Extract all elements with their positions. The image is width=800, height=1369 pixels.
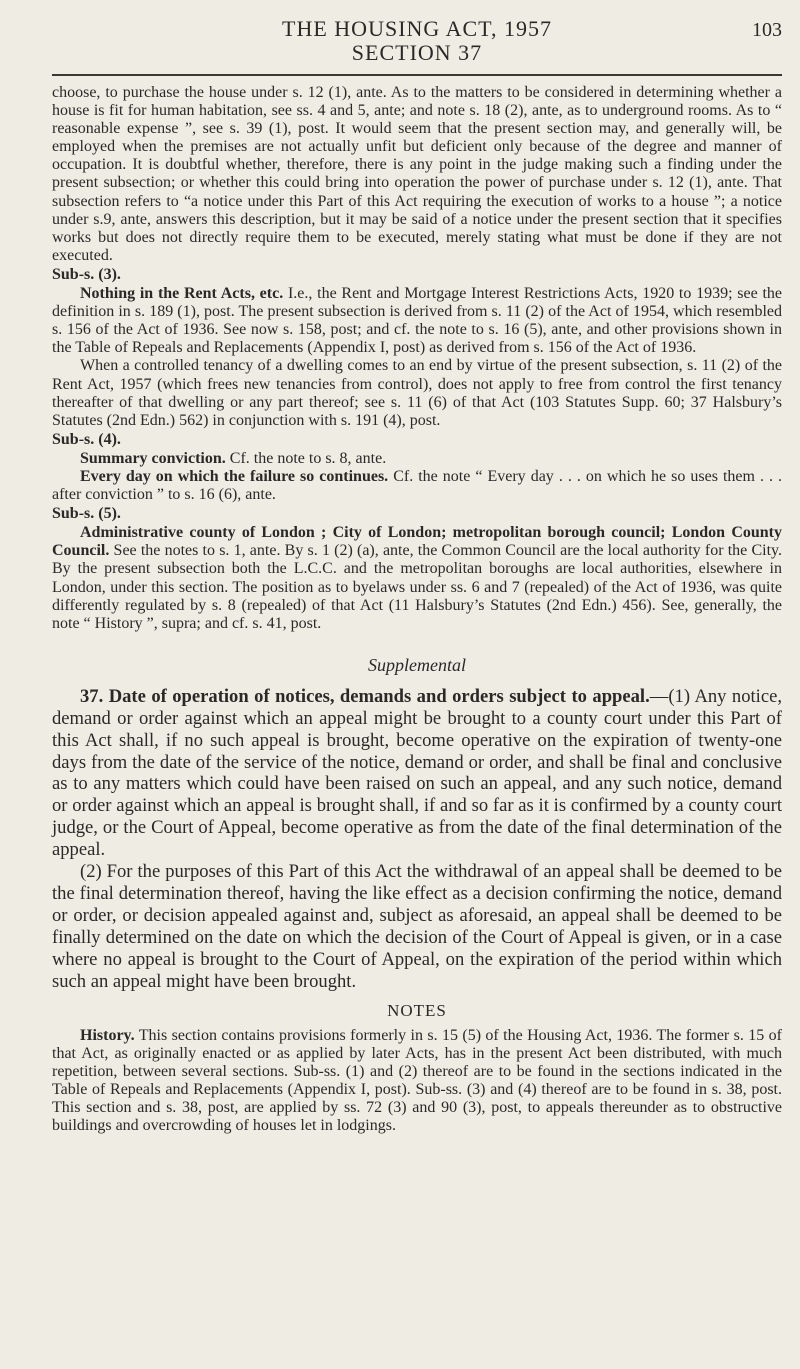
note-lead: Nothing in the Rent Acts, etc. bbox=[80, 285, 284, 303]
note-paragraph bbox=[52, 285, 782, 357]
note-text: I.e., the Rent and Mortgage Interest Restrictions Acts, 1920 to 1939; see the definition in s. 189 (1), post. The present subsection is derived from s. 11 (2) of the Act of 1954, which resembled s. 156 of the Act of 1936. See now s. 158, post; and cf. the note to s. 16 (5), ante, and other provisions shown in the Table of Repeals and Replacements (Appendix I, post) as derived from s. 156 of the Act of 1936. bbox=[52, 285, 782, 357]
note-paragraph bbox=[52, 450, 782, 468]
note-lead: Every day on which the failure so continues. bbox=[80, 467, 389, 485]
subsection-heading-5: Sub-s. (5). bbox=[52, 505, 121, 523]
note-paragraph bbox=[52, 524, 782, 633]
section-label: SECTION 37 bbox=[351, 40, 483, 65]
history-note bbox=[52, 1027, 782, 1136]
note-text: Cf. the note “ Every day . . . on which he so uses them . . . after conviction ” to s. 16 (6), ante. bbox=[52, 467, 782, 504]
note-lead: History. bbox=[80, 1026, 135, 1044]
subsection-heading-3: Sub-s. (3). bbox=[52, 265, 121, 283]
section-subsection-1 bbox=[52, 686, 782, 861]
note-paragraph: When a controlled tenancy of a dwelling comes to an end by virtue of the present subsection, s. 11 (2) of the Rent Act, 1957 (which frees new tenancies from control), does not apply to free from control the first tenancy thereafter of that dwelling or any part thereof; see s. 11 (6) of that Act (103 Statutes Supp. 60; 37 Halsbury’s Statutes (2nd Edn.) 562) in conjunction with s. 191 (4), post. bbox=[52, 357, 782, 429]
subsection-heading-4: Sub-s. (4). bbox=[52, 430, 121, 448]
note-text: Cf. the note to s. 8, ante. bbox=[225, 449, 387, 467]
note-paragraph: choose, to purchase the house under s. 12 (1), ante. As to the matters to be considered in determining whether a house is fit for human habitation, see ss. 4 and 5, ante; and note s. 18 (2), ante, as to underground rooms. As to “ reasonable expense ”, see s. 39 (1), post. It would seem that the present section may, and generally will, be employed when the premises are not actually unfit but deficient only because of the degree and manner of occupation. It is doubtful whether, therefore, there is any point in the judge making such a finding under the present subsection; or whether this could bring into operation the power of purchase under s. 12 (1), ante. That subsection refers to “a notice under this Part of this Act requiring the execution of works to a house ”; a notice under s.9, ante, answers this description, but it may be said of a notice under the present section that it specifies works but does not directly require them to be executed, merely stating what must be done if they are not executed. bbox=[52, 84, 782, 264]
page-number: 103 bbox=[752, 19, 782, 41]
notes-heading: NOTES bbox=[387, 1000, 447, 1020]
running-header bbox=[52, 0, 782, 64]
section-heading: 37. Date of operation of notices, demands and orders subject to appeal. bbox=[80, 685, 650, 707]
note-lead: Summary conviction. bbox=[80, 449, 226, 467]
notes-continued bbox=[52, 84, 782, 633]
section-text: —(1) Any notice, demand or order against which an appeal might be brought to a county court under this Part of this Act shall, if no such appeal is brought, become operative on the expiration of twenty-one days from the date of the service of the notice, demand or order, and shall be final and conclusive as to any matters which could have been raised on such an appeal, and any such notice, demand or order against which an appeal is brought shall, if and so far as it is confirmed by a county court judge, or the Court of Appeal, become operative as from the date of the final determination of the appeal. bbox=[52, 685, 783, 861]
note-text: See the notes to s. 1, ante. By s. 1 (2) (a), ante, the Common Council are the local authority for the City. By the present subsection both the L.C.C. and the metropolitan boroughs are local authorities, elsewhere in London, under this section. The position as to byelaws under ss. 6 and 7 (repealed) of the Act of 1936, was quite differently regulated by s. 8 (repealed) of that Act (11 Halsbury’s Statutes (2nd Edn.) 456). See, generally, the note “ History ”, supra; and cf. s. 41, post. bbox=[52, 542, 782, 632]
note-paragraph bbox=[52, 1027, 782, 1136]
note-text: This section contains provisions formerly in s. 15 (5) of the Housing Act, 1936. The former s. 15 of that Act, as originally enacted or as applied by later Acts, has in the present Act been distributed, with much repetition, between several sections. Sub-ss. (1) and (2) thereof are to be found in the sections indicated in the Table of Repeals and Replacements (Appendix I, post). Sub-ss. (3) and (4) thereof are to be found in s. 38, post. This section and s. 38, post, are applied by ss. 72 (3) and 90 (3), post, to appeals thereunder as to obstructive buildings and overcrowding of houses let in lodgings. bbox=[52, 1026, 782, 1134]
section-37 bbox=[52, 686, 782, 993]
section-subsection-2: (2) For the purposes of this Part of this Act the withdrawal of an appeal shall be deemed to be the final determination thereof, having the like effect as a decision confirming the notice, demand or order, or decision appealed against and, subject as aforesaid, an appeal shall be deemed to be finally determined on the date on which the decision of the Court of Appeal is given, or in a case where no appeal is brought to the Court of Appeal, on the expiration of the period within which such an appeal might have been brought. bbox=[52, 861, 782, 992]
note-paragraph bbox=[52, 468, 782, 504]
running-title: THE HOUSING ACT, 1957 bbox=[282, 16, 552, 41]
note-lead: Administrative county of London ; City of London; metropolitan borough council; London County Council. bbox=[52, 524, 782, 560]
part-heading-supplemental: Supplemental bbox=[368, 654, 466, 675]
header-rule bbox=[52, 74, 782, 76]
